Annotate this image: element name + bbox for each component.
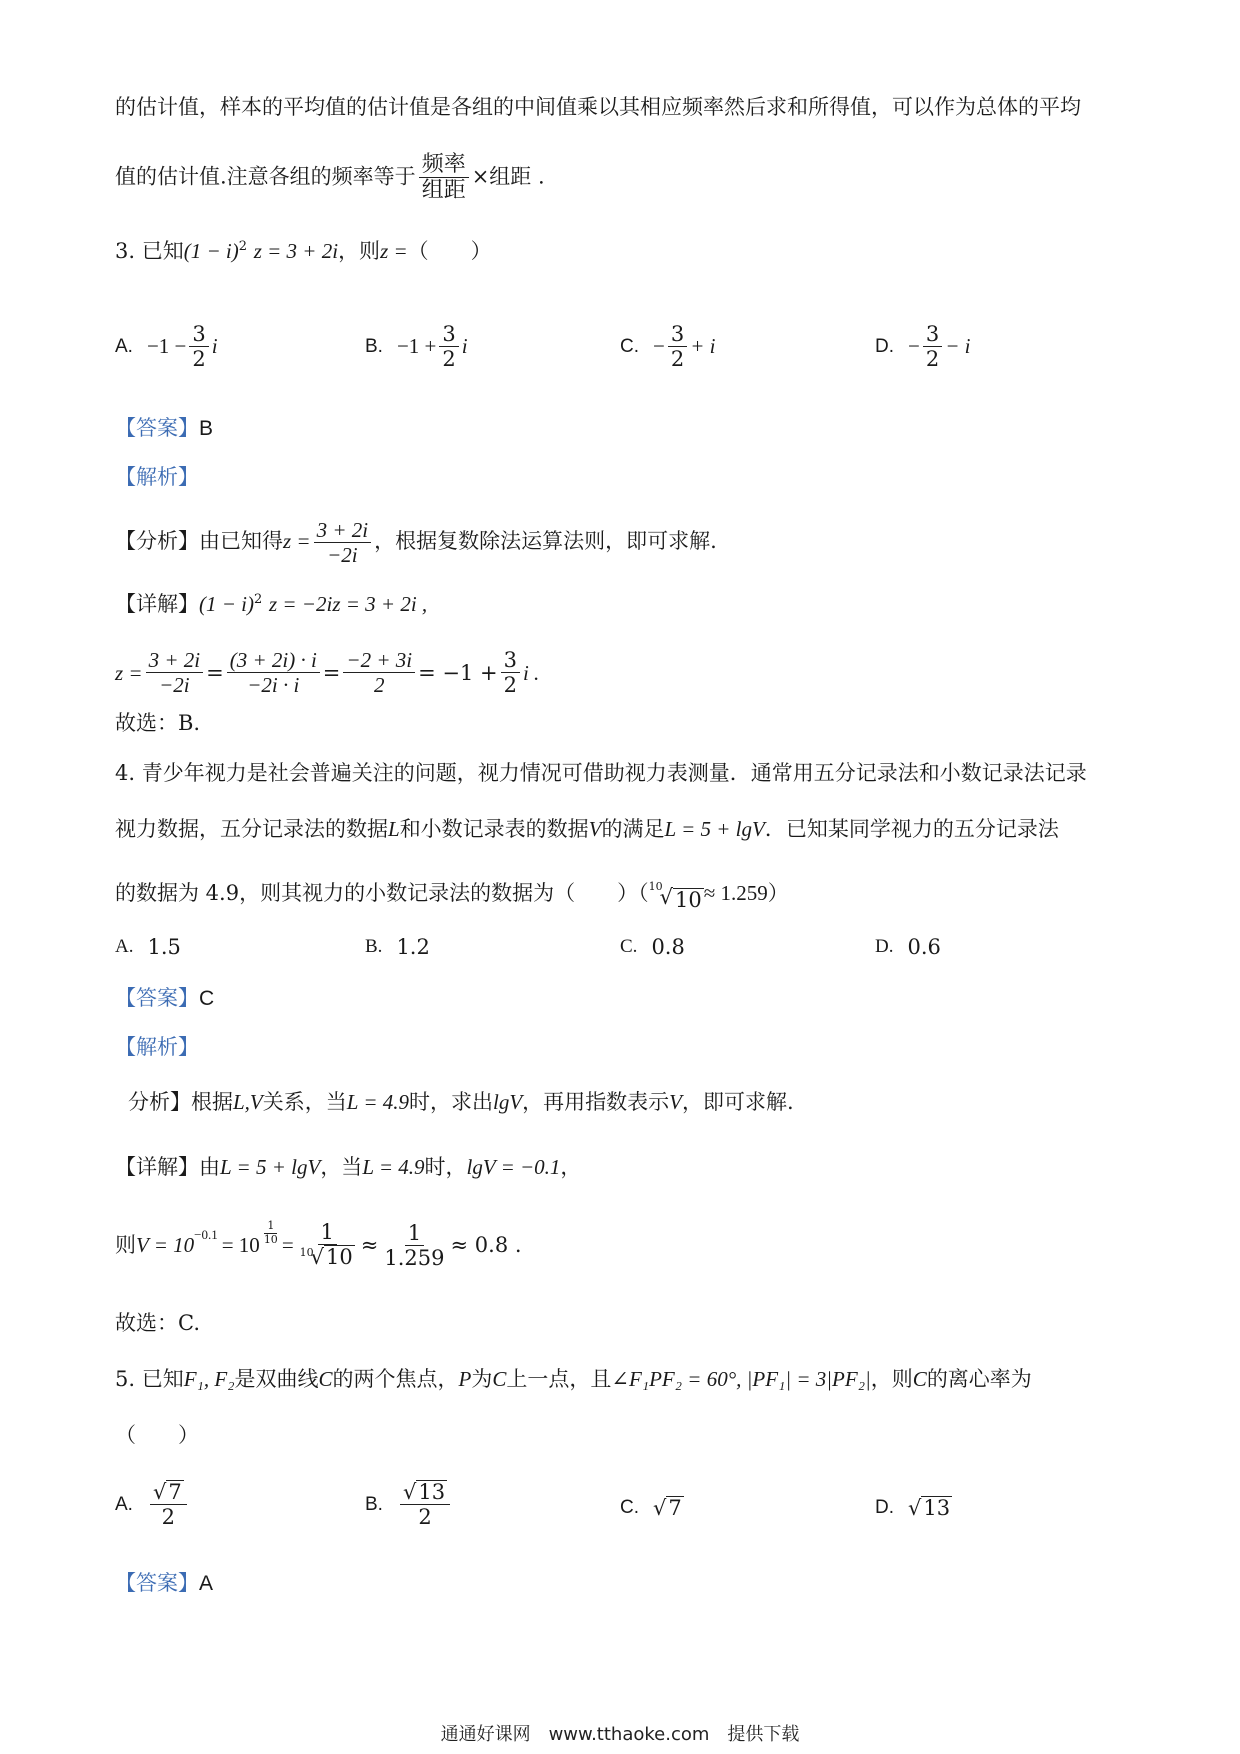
q4-calc — [115, 1220, 522, 1271]
q3-option-a-pre: −1 − — [146, 334, 187, 359]
q3-option-b-pre: −1 + — [396, 334, 437, 359]
q3-option-c-post: + i — [690, 334, 716, 359]
q4-line-3-c: ） — [767, 881, 789, 905]
q3-option-d-post: − i — [945, 334, 971, 359]
q3-choice-text: 故选：B. — [115, 711, 201, 735]
q3-calc-f2-den: −2i · i — [247, 673, 300, 698]
q4-line-1-text: 青少年视力是社会普遍关注的问题，视力情况可借助视力表测量．通常用五分记录法和小数记录法记录 — [141, 761, 1087, 785]
q3-option-c-label: C. — [620, 335, 639, 357]
q3-stem-mid: ，则 — [338, 239, 381, 263]
q4-option-d-text: 0.6 — [907, 935, 941, 959]
q4-analysis-tag: 【解析】 — [115, 1035, 199, 1059]
q5-option-c[interactable] — [620, 1496, 684, 1520]
q4-answer — [115, 983, 214, 1014]
q4-option-a[interactable] — [115, 935, 181, 959]
q5-stem-C: C — [318, 1367, 333, 1391]
q5-stem-P: P — [458, 1367, 472, 1391]
q3-calc-f2-num: (3 + 2i) · i — [227, 648, 320, 673]
intro-line-1 — [115, 92, 1081, 122]
q4-option-d[interactable] — [875, 935, 941, 959]
q3-option-b-den: 2 — [442, 347, 456, 372]
q3-option-d-den: 2 — [925, 347, 940, 372]
q5-stem — [115, 1364, 1032, 1394]
intro-text-2: 值的估计值.注意各组的频率等于 — [115, 164, 416, 189]
q4-calc-exp2-den: 10 — [263, 1232, 278, 1246]
q5-option-a-den: 2 — [161, 1505, 176, 1530]
q3-fenxi-num: 3 + 2i — [314, 518, 372, 543]
q4-calc-eq: = 10 — [221, 1233, 260, 1258]
q4-calc-V: V = 10 — [136, 1233, 195, 1258]
q5-stem-g: 的离心率为 — [926, 1367, 1032, 1391]
q5-option-b[interactable] — [365, 1480, 453, 1529]
page-footer — [0, 1720, 1240, 1746]
q4-calc-root-radicand: 10 — [326, 1245, 353, 1270]
q3-calc-f3-num: −2 + 3i — [343, 648, 415, 673]
q4-xiangjie-eq2: L = 4.9 — [362, 1155, 425, 1179]
q5-stem-C2: C — [492, 1367, 507, 1391]
q3-answer-tag: 【答案】 — [115, 416, 199, 440]
q4-calc-exp1: −0.1 — [194, 1227, 218, 1243]
q5-stem-cond: ∠F₁PF₂ = 60°, |PF₁| = 3|PF₂| — [611, 1367, 871, 1391]
q3-calc-frac-4 — [501, 648, 520, 697]
tenth-root-radicand: 10 — [674, 887, 702, 912]
freq-fraction — [419, 152, 469, 204]
radical-icon: √ — [659, 885, 673, 909]
q3-choice — [115, 708, 200, 738]
q4-xiangjie-eq3: lgV = −0.1 — [466, 1155, 561, 1179]
q3-option-a-post: i — [211, 334, 218, 359]
q4-fenxi-LV: L,V — [233, 1090, 263, 1114]
q4-calc-tenth-root — [300, 1245, 355, 1269]
q4-xiangjie-b: ，当 — [320, 1155, 363, 1179]
q4-choice — [115, 1308, 200, 1338]
q3-option-b-num: 3 — [439, 322, 458, 347]
q3-stem-prefix: 已知 — [141, 239, 184, 263]
q3-xiangjie-tag: 【详解】 — [115, 592, 199, 616]
q4-xiangjie-a: 由 — [199, 1155, 220, 1179]
q5-paren: （ ） — [115, 1423, 199, 1447]
q5-option-b-frac — [400, 1480, 450, 1529]
q4-line-3-b: ≈ 1.259 — [703, 881, 768, 905]
freq-num: 频率 — [419, 152, 469, 178]
q4-fenxi-eq: L = 4.9 — [346, 1090, 409, 1114]
q4-fenxi — [128, 1087, 794, 1117]
q5-answer-tag: 【答案】 — [115, 1571, 199, 1595]
q5-stem-C3: C — [912, 1367, 927, 1391]
q3-option-a-num: 3 — [189, 322, 208, 347]
q3-calc-eq-1: = — [206, 660, 224, 685]
q4-option-b-text: 1.2 — [396, 935, 430, 959]
q4-calc-prefix: 则 — [115, 1233, 136, 1258]
footer-text: 通通好课网 www.tthaoke.com 提供下载 — [440, 1724, 800, 1745]
q4-calc-frac-2 — [381, 1221, 447, 1270]
q3-calc-f1-den: −2i — [159, 673, 190, 698]
q4-calc-exp2-num: 1 — [264, 1220, 277, 1234]
q5-option-a-frac — [150, 1480, 187, 1529]
q5-option-b-label: B. — [365, 1493, 383, 1515]
q4-xiangjie-c: 时， — [424, 1155, 467, 1179]
q5-option-a-rad: 7 — [168, 1480, 182, 1504]
q3-analysis-tag: 【解析】 — [115, 465, 199, 489]
intro-line-2 — [115, 152, 545, 204]
q3-calc-eq-3: = −1 + — [418, 660, 498, 685]
q3-calc-end: i . — [522, 660, 540, 685]
q4-option-a-label: A. — [115, 936, 134, 957]
q5-option-a-label: A. — [115, 1493, 133, 1515]
q3-option-c[interactable] — [620, 322, 715, 371]
q4-line-2-c: 的满足 — [601, 817, 665, 841]
q5-option-d[interactable] — [875, 1496, 952, 1520]
q3-option-c-num: 3 — [668, 322, 687, 347]
q4-xiangjie-eq1: L = 5 + lgV — [220, 1155, 321, 1179]
q3-option-a[interactable] — [115, 322, 218, 371]
q3-option-d-num: 3 — [923, 322, 942, 347]
q3-fenxi-math: z = — [283, 529, 311, 554]
q3-math-b: z = 3 + 2i — [253, 239, 339, 263]
q4-option-b-label: B. — [365, 936, 383, 957]
q4-xiangjie-tag: 【详解】 — [115, 1155, 199, 1179]
q4-line-3 — [115, 878, 789, 912]
q3-xiangjie-a: (1 − i) — [199, 592, 254, 616]
q4-line-2 — [115, 814, 1059, 844]
q3-xiangjie-sup: 2 — [254, 592, 263, 607]
intro-text-3: ×组距 . — [471, 164, 545, 189]
q4-line-2-L: L — [388, 817, 400, 841]
radical-icon: √ — [152, 1480, 167, 1504]
q3-calc-f3-den: 2 — [374, 673, 385, 698]
q5-stem-d: 为 — [471, 1367, 493, 1391]
q5-stem-b: 是双曲线 — [234, 1367, 319, 1391]
q3-option-d[interactable] — [875, 322, 970, 371]
q3-answer — [115, 413, 213, 444]
intro-text-1: 的估计值，样本的平均值的估计值是各组的中间值乘以其相应频率然后求和所得值，可以作为总体的平均 — [115, 95, 1081, 119]
q4-line-2-eq: L = 5 + lgV — [664, 817, 765, 841]
q4-calc-exp2 — [261, 1220, 281, 1246]
q5-option-d-label: D. — [875, 1497, 894, 1519]
q3-analysis — [115, 462, 199, 492]
q5-stem-F: F₁, F₂ — [183, 1367, 235, 1391]
q3-option-c-den: 2 — [670, 347, 685, 372]
q4-xiangjie-d: ， — [560, 1155, 582, 1179]
q4-option-a-text: 1.5 — [147, 935, 181, 959]
radical-icon: √ — [653, 1496, 667, 1521]
q3-fenxi — [115, 518, 717, 567]
q4-fenxi-V: V — [669, 1090, 682, 1114]
q4-number: 4. — [115, 761, 136, 785]
q3-option-b-label: B. — [365, 335, 383, 357]
q4-option-c-text: 0.8 — [651, 935, 685, 959]
q5-answer — [115, 1568, 213, 1599]
q5-stem-a: 已知 — [141, 1367, 184, 1391]
q3-option-d-label: D. — [875, 335, 894, 357]
q3-fenxi-tag: 【分析】 — [115, 529, 199, 554]
q3-calc-frac-2 — [227, 648, 320, 697]
q4-analysis — [115, 1032, 199, 1062]
q5-answer-value: A — [199, 1572, 214, 1595]
q4-line-2-a: 视力数据，五分记录法的数据 — [115, 817, 388, 841]
q4-answer-value: C — [199, 987, 215, 1010]
q3-option-a-den: 2 — [192, 347, 206, 372]
q4-option-c-label: C. — [620, 936, 638, 957]
q5-option-d-rad: 13 — [923, 1496, 951, 1520]
q4-calc-approx: ≈ — [360, 1233, 379, 1258]
q3-xiangjie — [115, 585, 427, 619]
q3-number: 3. — [115, 239, 136, 263]
q3-option-a-label: A. — [115, 335, 133, 357]
radical-icon: √ — [310, 1245, 325, 1270]
q5-option-b-rad: 13 — [418, 1480, 446, 1504]
q4-fenxi-a: 分析】根据 — [128, 1090, 233, 1114]
q4-fenxi-b: 关系，当 — [262, 1090, 347, 1114]
q4-calc-f2-num: 1 — [405, 1221, 424, 1246]
q3-calc-f4-num: 3 — [501, 648, 520, 673]
q4-calc-end: ≈ 0.8 . — [450, 1233, 522, 1258]
q5-number: 5. — [115, 1367, 136, 1391]
q3-option-c-pre: − — [653, 334, 665, 359]
q3-option-b-post: i — [461, 334, 468, 359]
q4-fenxi-c: 时，求出 — [409, 1090, 493, 1114]
q3-paren: （ ） — [407, 239, 492, 263]
q3-option-d-pre: − — [908, 334, 920, 359]
q3-option-d-frac — [923, 322, 942, 371]
q4-choice-text: 故选：C. — [115, 1311, 200, 1335]
q4-option-c[interactable] — [620, 935, 685, 959]
q4-calc-f1-num: 1 — [318, 1220, 337, 1245]
q3-option-b-frac — [439, 322, 458, 371]
q3-fenxi-suffix: ，根据复数除法运算法则，即可求解. — [374, 529, 717, 554]
q4-line-2-V: V — [588, 817, 602, 841]
q4-option-b[interactable] — [365, 935, 430, 959]
q3-calc-f4-den: 2 — [503, 673, 517, 698]
q3-option-a-frac — [189, 322, 208, 371]
q5-stem-f: ，则 — [870, 1367, 913, 1391]
q5-option-a[interactable] — [115, 1480, 190, 1529]
q4-line-1 — [115, 758, 1087, 788]
q3-option-b[interactable] — [365, 322, 468, 371]
q5-paren-line — [115, 1420, 199, 1450]
q4-fenxi-lg: lgV — [493, 1090, 523, 1114]
q4-xiangjie — [115, 1152, 581, 1182]
q3-stem — [115, 232, 492, 266]
radical-icon: √ — [402, 1480, 417, 1504]
radical-icon: √ — [908, 1496, 922, 1521]
q3-calc-z: z = — [115, 660, 143, 685]
q3-calc-frac-1 — [146, 648, 204, 697]
q4-line-3-a: 的数据为 4.9，则其视力的小数记录法的数据为（ ）（ — [115, 881, 649, 905]
q3-calc — [115, 648, 539, 697]
freq-den: 组距 — [421, 178, 466, 204]
q3-answer-value: B — [199, 417, 214, 440]
q3-fenxi-prefix: 由已知得 — [199, 529, 283, 554]
q3-xiangjie-b: z = −2iz = 3 + 2i , — [268, 592, 428, 616]
tenth-root-index: 10 — [648, 880, 663, 893]
q4-line-2-d: ．已知某同学视力的五分记录法 — [764, 817, 1059, 841]
q3-option-c-frac — [668, 322, 687, 371]
tenth-root — [649, 882, 704, 912]
q4-option-d-label: D. — [875, 936, 894, 957]
q3-math-sup: 2 — [238, 239, 248, 254]
q4-calc-f2-den: 1.259 — [384, 1245, 445, 1270]
q3-calc-f1-num: 3 + 2i — [146, 648, 204, 673]
q5-option-b-den: 2 — [418, 1505, 432, 1530]
q5-stem-e: 上一点，且 — [506, 1367, 612, 1391]
q3-calc-eq-2: = — [322, 660, 341, 685]
q3-fenxi-den: −2i — [327, 543, 358, 568]
q3-fenxi-frac — [314, 518, 372, 567]
q4-calc-frac-1 — [297, 1220, 358, 1271]
q3-math-a: (1 − i) — [183, 239, 239, 263]
q4-answer-tag: 【答案】 — [115, 986, 199, 1010]
q4-calc-eq2: = — [281, 1233, 294, 1258]
q3-calc-frac-3 — [343, 648, 415, 697]
q5-stem-c: 的两个焦点， — [332, 1367, 459, 1391]
q4-fenxi-d: ，再用指数表示 — [522, 1090, 670, 1114]
q4-line-2-b: 和小数记录表的数据 — [399, 817, 589, 841]
q5-option-c-label: C. — [620, 1497, 639, 1519]
q4-fenxi-e: ，即可求解. — [682, 1090, 794, 1114]
q5-option-c-rad: 7 — [668, 1496, 682, 1520]
q4-calc-root-index: 10 — [299, 1245, 314, 1259]
q3-math-c: z = — [380, 239, 408, 263]
